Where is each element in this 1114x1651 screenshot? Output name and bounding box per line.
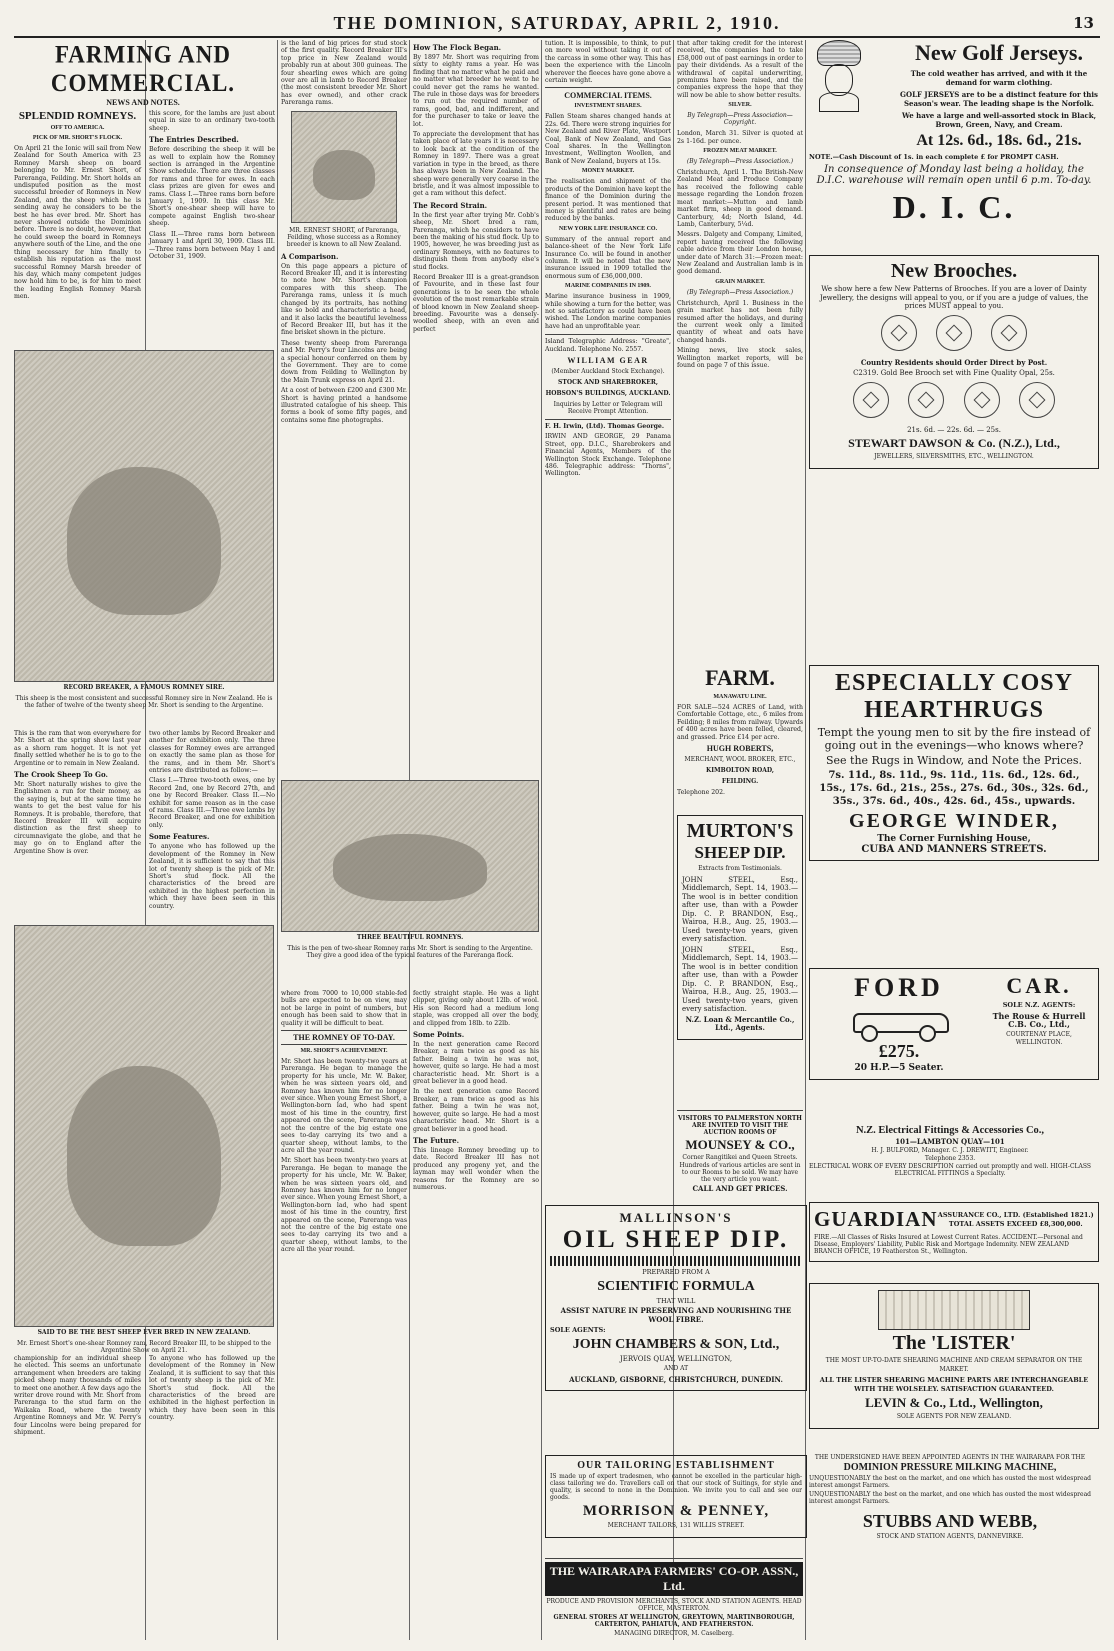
brooch-row: [814, 380, 1094, 424]
article-subhead: The Entries Described.: [149, 135, 239, 145]
mounsey-advert: [677, 1110, 803, 1194]
lister-company: LEVIN & Co., Ltd., Wellington,: [865, 1395, 1043, 1410]
photo-block: [14, 350, 274, 713]
article-text: Record Breaker III is a great-grandson of Favourite, and in these last four generations is to be seen the whole evolution of the most remarkable strain of blood known in New Zealand sheep-breeding. Favourite was a densely-woolled sheep, with an even and perfect: [413, 273, 539, 333]
ford-price: £275.: [878, 1041, 920, 1061]
article-text: Marine insurance business in 1909, while showing a turn for the better, was not so satisfactory as could have been wished. The London marine companies have had an unprofitable year.: [545, 293, 671, 330]
article-text: championship for an individual sheep he elected. This seems an unfortunate arrangement when breeders are taking picked sheep many thousands of miles to meet one another. A few days ago the writer drove round with Mr. Short from Pareranga to the stud farm on the Waikaka Road, where the twenty Argentine Romneys and Mr. W. Perry's four Lincolns were being prepared for shipment.: [14, 1355, 141, 1437]
advert-text: Inquiries by Letter or Telegram will Receive Prompt Attention.: [553, 401, 663, 415]
chambers-and: AND AT: [663, 1365, 689, 1372]
lister-text: ALL THE LISTER SHEARING MACHINE PARTS ARE INTERCHANGEABLE WITH THE WOLSELEY. SATISFACTION GUARANTEED.: [819, 1376, 1089, 1393]
article-text: To anyone who has followed up the development of the Romney in New Zealand, it is sufficient to say that this lot of twenty sheep is the pick of Mr. Short's stud flock. All the characteristics of the breed are exhibited in the highest perfection in which they have been seen in this country.: [149, 843, 275, 910]
brooch-icon: [881, 315, 917, 351]
photo-caption: THREE BEAUTIFUL ROMNEYS.: [356, 934, 464, 941]
dic-logo: D. I. C.: [892, 189, 1016, 225]
tailoring-advert: [545, 1455, 807, 1538]
gear-advert: [545, 334, 671, 415]
column-rule: [805, 40, 806, 1640]
golf-italic: In consequence of Monday last being a holiday, the D.I.C. warehouse will remain open until 6 p.m. To-day.: [816, 164, 1092, 186]
rams-photo: [281, 780, 539, 932]
winder-name: GEORGE WINDER,: [849, 810, 1059, 832]
article-text: Class II.—Three rams born between January 1 and April 30, 1909. Class III.—Three rams born between May 1 and October 31, 1909.: [149, 230, 275, 260]
murton-advert: [677, 815, 803, 1040]
advert-text: HOBSON'S BUILDINGS, AUCKLAND.: [545, 390, 671, 397]
decorative-rule: [550, 1256, 802, 1266]
murton-text: JOHN STEEL, Esq., Middlemarch, Sept. 14, 1903.—The wool is in better condition after use, than with a Powder Dip. C. P. BRANDON, Esq., Wairoa, H.B., Aug. 25, 1903.—Used twenty-two years, given every satisfaction.: [682, 945, 798, 1013]
article-subhead: The Future.: [413, 1135, 460, 1145]
article-text: By 1897 Mr. Short was requiring from sixty to eighty rams a year. He was finding that no matter what he paid and no matter what breeder he went to he could never get the rams he wanted. The rule in those days was for breeders to run out the required number of rams, good, bad, and indifferent, and for the purchaser to take or leave the lot.: [413, 54, 539, 128]
article-text: This is the ram that won everywhere for Mr. Short at the spring show last year as a shorn ram hogget. It is not yet finally settled whether he is to go to the Argentine or to remain in New Zealand.: [14, 730, 141, 767]
article-subhead: FROZEN MEAT MARKET.: [703, 148, 777, 155]
advert-text: (Member Auckland Stock Exchange).: [551, 368, 665, 375]
dawson-name: STEWART DAWSON & Co. (N.Z.), Ltd.,: [848, 436, 1060, 450]
ford-agent: The Rouse & Hurrell C.B. Co., Ltd.,: [992, 1010, 1086, 1029]
rugs-prices: 7s. 11d., 8s. 11d., 9s. 11d., 11s. 6d., 12s. 6d., 15s., 17s. 6d., 21s., 25s., 27s. 6d., 30s., 32s. 6d., 35s., 37s. 6d., 40s., 42s. 6d., 45s., upwards.: [819, 770, 1089, 807]
ford-title: FORD: [854, 973, 944, 1002]
article-text: Summary of the annual report and balance-sheet of the New York Life Insurance Co. will be found in another column. It will be noted that the new insurance issued in 1909 totalled the enormous sum of £36,000,000.: [545, 235, 671, 280]
brooch-title: New Brooches.: [890, 260, 1018, 282]
brooch-side: Country Residents should Order Direct by Post.: [860, 357, 1048, 367]
article-subhead: A Comparison.: [281, 251, 339, 261]
mallinson-title: MALLINSON'S: [619, 1210, 733, 1225]
article-text: The realisation and shipment of the products of the Dominion have kept the finance of the Dominion during the present period. It was mentioned that money is plentiful and rates are being reduced by the banks.: [545, 178, 671, 223]
farm-text: FOR SALE—524 ACRES of Land, with Comfortable Cottage, etc., 6 miles from Feilding; 8 miles from railway. Upwards of 400 acres have been felled, cleared, and grassed. Price £14 per acre.: [677, 704, 803, 741]
farm-agent-line: MERCHANT, WOOL BROKER, ETC.,: [684, 756, 796, 764]
brooch-caption: C2319. Gold Bee Brooch set with Fine Quality Opal, 25s.: [853, 369, 1055, 377]
mounsey-addr: Corner Rangitikei and Queen Streets.: [682, 1154, 798, 1161]
article-subhead: OFF TO AMERICA.: [50, 125, 105, 131]
column-1-lower: [14, 730, 141, 920]
article-byline: (By Telegraph—Press Association.): [686, 288, 794, 296]
article-text: Mr. Short naturally wishes to give the Englishmen a run for their money, as the saying is, but at the same time he wants to get the best value for his Romneys. It is probable, therefore, that Record Breaker III will acquire distinction as the first sheep to circumnavigate the globe, and that he may go on to England after the Argentine Show is over.: [14, 781, 141, 855]
lister-advert: [809, 1283, 1099, 1429]
article-subhead: PICK OF MR. SHORT'S FLOCK.: [32, 135, 123, 141]
article-subhead: INVESTMENT SHARES.: [574, 103, 642, 110]
brooch-row: [814, 313, 1094, 357]
guardian-title: GUARDIAN: [814, 1207, 938, 1231]
elec-addr: 101—LAMBTON QUAY—101: [895, 1137, 1005, 1146]
golf-jersey-advert: [809, 40, 1099, 226]
article-heading: THE ROMNEY OF TO-DAY.: [281, 1030, 407, 1045]
article-byline: By Telegraph—Press Association—Copyright.: [687, 112, 793, 127]
article-text: Mr. Short has been twenty-two years at Pareranga. He began to manage the property for his uncle, Mr. W. Baker, when he was sixteen years old, and Romney has known him for no longer ever since. When young Ernest Short, a Wellington-born lad, who had spent most of his time in the country, first appeared on the scene, Pareranga was not the centre of the big estate one sees to-day carrying its two and a quarter sheep, without lambs, to the acre all the year round.: [281, 1058, 407, 1154]
farm-sub: MANAWATU LINE.: [713, 694, 767, 700]
column-3: [281, 40, 407, 800]
article-text: At a cost of between £200 and £300 Mr. Short is having printed a handsome illustrated catalogue of his sheep. This forms a book of some fifty pages, and contains some fine photographs.: [281, 387, 407, 424]
farm-agent: HUGH ROBERTS,: [706, 744, 774, 754]
chambers-addr: JERVOIS QUAY, WELLINGTON,: [619, 1354, 733, 1363]
article-subhead: MR. SHORT'S ACHIEVEMENT.: [300, 1048, 388, 1055]
column-6: [677, 40, 803, 640]
commercial-heading: COMMERCIAL ITEMS.: [545, 87, 671, 100]
mounsey-name: MOUNSEY & CO.,: [685, 1137, 795, 1152]
article-text: this score, for the lambs are just about equal in size to an ordinary two-tooth sheep.: [149, 110, 275, 132]
electrical-advert: [809, 1125, 1091, 1178]
article-text: To anyone who has followed up the development of the Romney in New Zealand, it is sufficient to say that this lot of twenty sheep is the pick of Mr. Short's stud flock. All the characteristics of the breed are exhibited in the highest perfection in which they have been seen in this country.: [149, 1355, 275, 1422]
brooch-icon: [991, 315, 1027, 351]
article-text: Before describing the sheep it will be as well to explain how the Romney section is arranged in the Argentine Show schedule. There are three classes for rams and three for ewes. In each class prizes are given for ewes and rams. Class I.—Three rams born before January 1, 1909. In this class Mr. Short's one-shear sheep will have to compete against English two-shear sheep.: [149, 146, 275, 228]
article-subhead: GRAIN MARKET.: [715, 278, 765, 285]
rugs-text: Tempt the young men to sit by the fire instead of going out in the evenings—who knows where?: [817, 726, 1091, 752]
article-subhead: MARINE COMPANIES IN 1909.: [565, 283, 651, 290]
photo-caption-detail: Mr. Ernest Short's one-shear Romney ram, Record Breaker III, to be shipped to the Argentine Show on April 21.: [17, 1340, 271, 1354]
ram-photo: [14, 925, 274, 1327]
article-text: where from 7000 to 10,000 stable-fed bulls are expected to be on view, may not be large in point of numbers, but enough has been said to show that in quality it will be difficult to beat.: [281, 990, 407, 1027]
milking-text: UNQUESTIONABLY the best on the market, and one which has ousted the most widespread interest amongst Farmers.: [809, 1491, 1091, 1505]
article-subhead: The Record Strain.: [413, 200, 488, 210]
tailor-text: IS made up of expert tradesmen, who cannot be excelled in the particular high-class tailoring we do. Travellers call on that our stock of Suitings, for style and quality, is second to none in the Dominion. We invite you to call and see our goods.: [550, 1473, 802, 1501]
mounsey-text: Hundreds of various articles are sent in to our Rooms to be sold. We may have the very article you want.: [679, 1162, 801, 1183]
article-text: On April 21 the Ionic will sail from New Zealand for South America with 23 Romney Marsh sheep on board belonging to Mr. Ernest Short, of Pareranga, Feilding. Mr. Short holds an undisputed position as the most successful breeder of Romneys in New Zealand, and the sheep which he is sending away he considers to be the best he has ever bred. Mr. Short has never showed outside the Dominion before. There is no doubt, however, that he could sweep the board in Romneys anywhere south of the Line, and the one thing necessary for him finally to establish his reputation as the most successful Romney Marsh breeder of his day, which many competent judges now hold him to be, is for him to meet the leading English Romney Marsh men.: [14, 145, 141, 301]
winder-addr: CUBA AND MANNERS STREETS.: [861, 843, 1047, 855]
photo-block: [14, 925, 274, 1358]
article-text: fectly straight staple. He was a light clipper, giving only about 12lb. of wool. His son Record had a medium long staple, was cropped all over the body, and clipped from 18lb. to 22lb.: [413, 990, 539, 1027]
lister-agents: SOLE AGENTS FOR NEW ZEALAND.: [896, 1413, 1012, 1420]
lister-title: The 'LISTER': [892, 1332, 1016, 1354]
article-text: London, March 31. Silver is quoted at 2s 1-16d. per ounce.: [677, 130, 803, 145]
wairarapa-stores: GENERAL STORES AT WELLINGTON, GREYTOWN, MARTINBOROUGH, CARTERTON, PAHIATUA, AND FEATHERSTON.: [553, 1614, 795, 1628]
tailor-title: OUR TAILORING ESTABLISHMENT: [577, 1460, 775, 1471]
dawson-sub: JEWELLERS, SILVERSMITHS, ETC., WELLINGTON.: [874, 453, 1034, 460]
advert-text: STOCK AND SHAREBROKER,: [558, 379, 658, 386]
article-subhead: How The Flock Began.: [413, 43, 502, 52]
section-title: FARMING AND COMMERCIAL.: [50, 40, 236, 97]
elec-tel: Telephone 2353.: [924, 1155, 976, 1162]
guardian-text: FIRE.—All Classes of Risks Insured at Lowest Current Rates. ACCIDENT.—Personal and Disease, Employers' Liability, Public Risk and Mortgage Indemnity. NEW ZEALAND BRANCH OFFICE, 19 Featherston St., Wellington.: [814, 1234, 1083, 1255]
column-2-lower: [149, 730, 275, 920]
chambers-name: JOHN CHAMBERS & SON, Ltd.,: [572, 1336, 780, 1352]
golf-price: At 12s. 6d., 18s. 6d., 21s.: [916, 132, 1082, 149]
column-5: [545, 40, 671, 1120]
article-subhead: MONEY MARKET.: [581, 168, 635, 175]
article-text: Messrs. Dalgety and Company, Limited, report having received the following cable advice from their London house, under date of March 31:—Frozen meat: New Zealand and Australian lamb is in good demand.: [677, 231, 803, 276]
advert-text: Island Telegraphic Address: "Greate", Auckland. Telephone No. 2557.: [545, 338, 671, 353]
murton-title: MURTON'S: [686, 820, 794, 842]
article-text: that after taking credit for the interest received, the companies had to take £58,000 out of past earnings in order to pay their dividends. As a result of the withdrawal of capital underwriting, premiums have been raised, and the companies express the hope that they will now be able to show better results.: [677, 40, 803, 99]
brooch-icon: [936, 315, 972, 351]
golf-text: The cold weather has arrived, and with it the demand for warm clothing.: [910, 69, 1088, 87]
wairarapa-md: MANAGING DIRECTOR, M. Caselberg.: [614, 1630, 734, 1637]
lister-sub: THE MOST UP-TO-DATE SHEARING MACHINE AND CREAM SEPARATOR ON THE MARKET.: [825, 1357, 1083, 1373]
portrait-caption: MR. ERNEST SHORT, of Pareranga, Feilding, whose success as a Romney breeder is known to all New Zealand.: [286, 226, 402, 248]
article-text: Christchurch, April 1. Business in the grain market has not been fully resumed after the holidays, and during the current week only a limited quantity of wheat and oats have changed hands.: [677, 299, 803, 344]
page-number: 13: [1073, 14, 1094, 32]
article-subhead: The Crook Sheep To Go.: [14, 770, 108, 780]
article-text: In the next generation came Record Breaker, a ram twice as good as his father. Being a twin he was not, however, quite so large. He had a most characteristic head. Mr. Short is a great believer in a good head.: [413, 1088, 539, 1133]
column-2-bottom: [149, 1355, 275, 1635]
winder-sub: The Corner Furnishing House,: [877, 834, 1031, 844]
article-text: In the first year after trying Mr. Cobb's sheep, Mr. Short bred a ram, Pareranga, which he considers to have been the making of his stud flock. Up to 1905, however, he was breeding just as ordinary Romneys, with no features to distinguish them from anybody else's stud flocks.: [413, 211, 539, 271]
brooch-icon: [1019, 382, 1055, 418]
advert-text: IRWIN AND GEORGE, 29 Panama Street, opp. D.I.C., Sharebrokers and Financial Agents, Members of the Wellington Stock Exchange. Telephone 486. Telegraphic address: "Thorns", Wellington.: [545, 433, 671, 478]
masthead-title: THE DOMINION, SATURDAY, APRIL 2, 1910.: [333, 12, 781, 33]
ford-agents: SOLE N.Z. AGENTS:: [1002, 1001, 1076, 1009]
article-text: Christchurch, April 1. The British-New Zealand Meat and Produce Company has received the following cable message regarding the London frozen meat market:—Mutton and lamb market firm, sheep in good demand. Canterbury, 4d; North Island, 4d. Lamb, Canterbury, 5¼d.: [677, 169, 803, 228]
murton-foot: N.Z. Loan & Mercantile Co., Ltd., Agents.: [685, 1014, 795, 1032]
column-4: [413, 40, 539, 800]
brooch-prices: 21s. 6d. — 22s. 6d. — 25s.: [907, 425, 1001, 434]
advert-text: F. H. Irwin, (Ltd). Thomas George.: [545, 423, 665, 430]
mallinson-advert: [545, 1205, 807, 1391]
farm-tel: Telephone 202.: [677, 789, 726, 797]
column-rule: [145, 40, 146, 1640]
chambers-cities: AUCKLAND, GISBORNE, CHRISTCHURCH, DUNEDIN.: [569, 1374, 783, 1384]
car-icon: [839, 1005, 959, 1039]
article-byline: (By Telegraph—Press Association.): [686, 158, 794, 166]
brooch-text: We show here a few New Patterns of Brooches. If you are a lover of Dainty Jewellery, the designs will appeal to you, or if you are a judge of values, the prices MUST appeal to you.: [819, 285, 1089, 310]
wairarapa-name: THE WAIRARAPA FARMERS' CO-OP. ASSN., Ltd.: [545, 1562, 803, 1596]
farm-advert: [677, 665, 803, 799]
article-text: On this page appears a picture of Record Breaker III, and it is interesting to note how Mr. Short's champion compares with this sheep. The Pareranga rams, unless it is much changed by its portraits, has nothing like so bold and characteristic a head, and it also lacks the beautiful levelness of Record Breaker III, but has it the fine brisket shown in the picture.: [281, 262, 407, 337]
ford-advert: [809, 968, 1099, 1080]
article-text: two other lambs by Record Breaker and another for exhibition only. The three classes for Romney ewes are arranged on exactly the same plan as those for the rams, and in them Mr. Short's entries are distributed as follow:—: [149, 730, 275, 775]
brooches-advert: [809, 255, 1099, 469]
article-text: Mr. Short has been twenty-two years at Pareranga. He began to manage the property for his uncle, Mr. W. Baker, when he was sixteen years old, and Romney has known him for no longer ever since. When young Ernest Short, a Wellington-born lad, who had spent most of his time in the country, first appeared on the scene, Pareranga was not the centre of the big estate one sees to-day carrying its two and a quarter sheep, without lambs, to the acre all the year round.: [281, 1157, 407, 1254]
sheep-photo: [14, 350, 274, 682]
mounsey-foot: CALL AND GET PRICES.: [692, 1184, 788, 1193]
morrison-name: MORRISON & PENNEY,: [582, 1503, 770, 1519]
article-text: This lineage Romney breeding up to date. Record Breaker III has not produced any progeny yet, and the layman may well wonder when the reasons for the Romney are so numerous.: [413, 1146, 539, 1191]
ford-hp: 20 H.P.—5 Seater.: [854, 1063, 944, 1073]
article-text: is the land of big prices for stud stock of the first quality. Record Breaker III's top price in New Zealand would probably run at about 300 guineas. The four shearling ewes which are going over are all in lamb to Record Breaker (the most consistent breeder Mr. Short has ever owned), and other crack Pareranga rams.: [281, 40, 407, 107]
golf-text: We have a large and well-assorted stock in Black, Brown, Green, Navy, and Cream.: [901, 111, 1097, 129]
brooch-icon: [853, 382, 889, 418]
mallinson-text: THAT WILL: [656, 1296, 696, 1305]
newspaper-page: [14, 10, 1100, 1640]
morrison-sub: MERCHANT TAILORS, 131 WILLIS STREET.: [607, 1522, 745, 1529]
photo-block: [281, 780, 539, 963]
guardian-advert: [809, 1202, 1099, 1262]
rugs-title: ESPECIALLY COSY: [835, 670, 1073, 696]
golf-text: GOLF JERSEYS are to be a distinct feature for this Season's wear. The leading shape is the Norfolk.: [900, 90, 1098, 108]
news-label: NEWS AND NOTES.: [106, 98, 180, 107]
stubbs-sub: STOCK AND STATION AGENTS, DANNEVIRKE.: [876, 1533, 1024, 1540]
article-subhead: SILVER.: [728, 102, 752, 109]
irwin-advert: [545, 419, 671, 478]
article-text: Class I.—Three two-tooth ewes, one by Record 2nd, one by Record 27th, and one by Record Breaker. Class II.—No exhibit for same reason as in the case of rams. Class III.—Three ewe lambs by Record Breaker, and one for exhibition only.: [149, 777, 275, 829]
article-headline: SPLENDID ROMNEYS.: [18, 110, 137, 122]
article-text: tution. It is impossible, to think, to put on more wool without taking it out of the carcass in some other way. This has been the experience with the Lincoln wherever the fleeces have gone above a certain weight.: [545, 40, 671, 85]
mallinson-title-2: OIL SHEEP DIP.: [562, 1226, 790, 1253]
mallinson-sole: SOLE AGENTS:: [550, 1326, 606, 1334]
article-subhead: NEW YORK LIFE INSURANCE CO.: [558, 225, 658, 232]
brooch-icon: [908, 382, 944, 418]
milking-title: DOMINION PRESSURE MILKING MACHINE,: [843, 1462, 1057, 1473]
masthead: [14, 10, 1100, 38]
column-1-bottom: [14, 1355, 141, 1635]
photo-caption: SAID TO BE THE BEST SHEEP EVER BRED IN NEW ZEALAND.: [37, 1329, 251, 1336]
milking-text: UNQUESTIONABLY the best on the market, and one which has ousted the most widespread interest amongst Farmers.: [809, 1475, 1091, 1489]
mounsey-visitors: VISITORS TO PALMERSTON NORTH ARE INVITED TO VISIT THE AUCTION ROOMS OF: [678, 1115, 802, 1136]
column-rule: [673, 40, 674, 1640]
stubbs-name: STUBBS AND WEBB,: [862, 1511, 1038, 1531]
article-subhead: Some Points.: [413, 1030, 465, 1040]
mallinson-formula: SCIENTIFIC FORMULA: [597, 1278, 755, 1294]
article-text: Mining news, live stock sales, Wellington market reports, will be found on page 7 of this issue.: [677, 347, 803, 369]
article-text: Fallen Steam shares changed hands at 22s. 6d. There were strong inquiries for New Zealand and River Plate, Westport Coal, Bank of New Zealand, and Gas Coal shares. In the Wellington Investment, Wellington Woollen, and Bank of New Zealand, buyers at 15s.: [545, 113, 671, 165]
photo-caption: RECORD BREAKER, A FAMOUS ROMNEY SIRE.: [63, 684, 225, 691]
article-text: These twenty sheep from Pareranga and Mr. Perry's four Lincolns are being a special honour conferred on them by the Government. They are to come down from Feilding to Wellington by the Main Trunk express on April 21.: [281, 339, 407, 384]
advert-name: WILLIAM GEAR: [567, 356, 649, 365]
article-subhead: Some Features.: [149, 832, 210, 842]
murton-title-2: SHEEP DIP.: [694, 843, 786, 862]
brooch-icon: [964, 382, 1000, 418]
murton-text: JOHN STEEL, Esq., Middlemarch, Sept. 14, 1903.—The wool is in better condition after use, than with a Powder Dip. C. P. BRANDON, Esq., Wairoa, H.B., Aug. 25, 1903.—Used twenty-two years, given every satisfaction.: [682, 875, 798, 943]
mallinson-text: PREPARED FROM A: [642, 1268, 710, 1276]
rugs-title-2: HEARTHRUGS: [864, 697, 1044, 723]
wairarapa-sub: PRODUCE AND PROVISION MERCHANTS, STOCK AND STATION AGENTS. HEAD OFFICE, MASTERTON.: [546, 1598, 802, 1612]
golf-note: NOTE.—Cash Discount of 1s. in each complete £ for PROMPT CASH.: [809, 153, 1059, 161]
column-4-lower: [413, 990, 539, 1640]
rugs-text: See the Rugs in Window, and Note the Prices.: [825, 754, 1083, 767]
mallinson-text: ASSIST NATURE IN PRESERVING AND NOURISHING THE WOOL FIBRE.: [560, 1306, 792, 1324]
wairarapa-advert: [545, 1558, 803, 1639]
portrait-photo: [291, 111, 397, 223]
hearthrugs-advert: [809, 665, 1099, 861]
milking-intro: THE UNDERSIGNED HAVE BEEN APPOINTED AGENTS IN THE WAIRARAPA FOR THE: [814, 1454, 1086, 1461]
golf-title: New Golf Jerseys.: [914, 40, 1083, 65]
farm-title: FARM.: [705, 665, 775, 690]
column-rule: [277, 40, 278, 1640]
photo-caption-detail: This is the pen of two-shear Romney rams Mr. Short is sending to the Argentine. They give a good idea of the typical features of the Pareranga flock.: [287, 945, 533, 959]
shearing-machine-icon: [878, 1290, 1030, 1330]
article-text: In the next generation came Record Breaker, a ram twice as good as his father. Being a twin he was not, however, quite so large. He had a most characteristic head. Mr. Short is a great believer in a good head.: [413, 1041, 539, 1086]
column-rule: [541, 40, 542, 1640]
photo-caption-detail: This sheep is the most consistent and successful Romney sire in New Zealand. He is the father of twelve of the twenty sheep Mr. Short is sending to the Argentine.: [15, 695, 273, 709]
ford-title-2: CAR.: [1006, 973, 1072, 998]
elec-names: H. J. BULFORD, Manager. C. J. DREWITT, Engineer.: [871, 1147, 1029, 1154]
guardian-right: ASSURANCE CO., LTD. (Established 1821.) TOTAL ASSETS EXCEED £8,300,000.: [937, 1211, 1094, 1228]
milking-advert: [809, 1453, 1091, 1541]
murton-sub: Extracts from Testimonials.: [698, 865, 782, 872]
ford-agent-addr: COURTENAY PLACE, WELLINGTON.: [1006, 1030, 1072, 1046]
elec-text: ELECTRICAL WORK OF EVERY DESCRIPTION carried out promptly and well. HIGH-CLASS ELECTRICAL FITTINGS a Specialty.: [809, 1163, 1091, 1177]
farm-agent-line: FEILDING.: [721, 778, 759, 786]
article-text: To appreciate the development that has taken place of late years it is necessary to look back at the condition of the Romney in 1897. There was a great variation in type in the breed, as there has always been in New Zealand. The sheep were generally very coarse in the bristle, and it was almost impossible to get a ram without this defect.: [413, 131, 539, 198]
woman-illustration: [809, 40, 899, 110]
column-3-lower: [281, 990, 407, 1640]
farm-agent-line: KIMBOLTON ROAD,: [705, 767, 774, 775]
elec-title: N.Z. Electrical Fittings & Accessories Co.,: [855, 1125, 1045, 1136]
